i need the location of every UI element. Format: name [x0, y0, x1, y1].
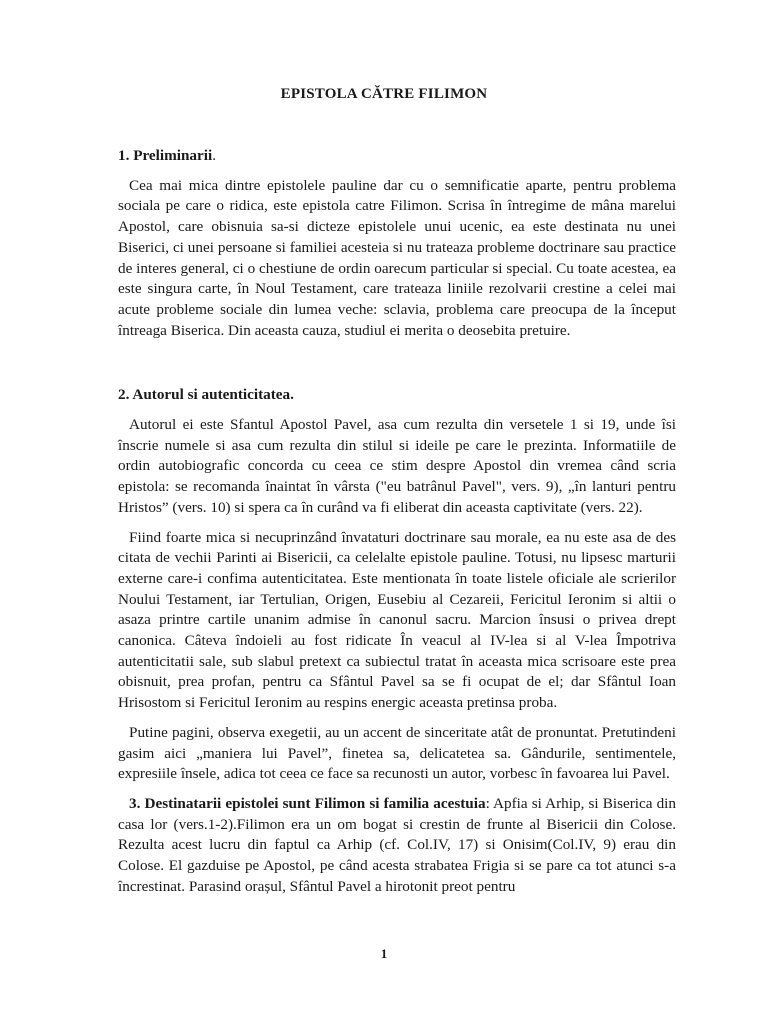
paragraph-destinatarii-text: : Apfia si Arhip, si Biserica din casa lor (vers.1-2).Filimon era un om bogat si crestin de frunte al Bisericii din Colose. Rezulta acest lucru din faptul ca Arhip (cf. Col.IV, 17) si Onisim(Col.IV, 9) erau din Colose. El gazduise pe Apostol, pe când acesta strabatea Frigia si se pare ca tot atunci s-a încrestinat. Parasind orașul, Sfântul Pavel a hirotonit preot pentru [118, 794, 676, 895]
section-lead-destinatarii: 3. Destinatarii epistolei sunt Filimon si familia acestuia [129, 794, 486, 812]
document-body [118, 146, 676, 898]
paragraph-preliminarii: Cea mai mica dintre epistolele pauline dar cu o semnificatie aparte, pentru problema sociala pe care o ridica, este epistola catre Filimon. Scrisa în întregime de mâna marelui Apostol, care obisnuia sa-si dicteze epistolele unui ucenic, ea este destinata nu unei Biserici, ci unei persoane si familiei acesteia si nu trateaza probleme doctrinare sau practice de interes general, ci o chestiune de ordin oarecum particular si special. Cu toate acestea, ea este singura carte, în Noul Testament, care trateaza liniile rezolvarii crestine a celei mai acute probleme sociale din lumea veche: sclavia, problema care preocupa de la început întreaga Biserica. Din aceasta cauza, studiul ei merita o deosebita pretuire. [118, 176, 676, 339]
paragraph-autorul-1: Autorul ei este Sfantul Apostol Pavel, asa cum rezulta din versetele 1 si 19, unde îsi înscrie numele si asa cum rezulta din stilul si ideile pe care le prezinta. Informatiile de ordin autobiografic concorda cu ceea ce stim despre Apostol din vremea când scria epistola: se recomanda înaintat în vârsta ("eu batrânul Pavel", vers. 9), „în lanturi pentru Hristos” (vers. 10) si spera ca în curând va fi eliberat din aceasta captivitate (vers. 22). [118, 416, 676, 516]
heading-punctuation: . [212, 147, 216, 164]
section-heading-autorul: 2. Autorul si autenticitatea. [118, 386, 294, 404]
paragraph-destinatarii [118, 794, 676, 898]
section-heading-preliminarii [118, 146, 676, 167]
paragraph-autorul-2: Fiind foarte mica si necuprinzând învataturi doctrinare sau morale, ea nu este asa de des citata de vechii Parinti ai Bisericii, ca celelalte epistole pauline. Totusi, nu lipsesc marturii externe care-i confima autenticitatea. Este mentionata în toate listele oficiale ale scrierilor Noului Testament, iar Tertulian, Origen, Eusebiu al Cezareii, Fericitul Ieronim si altii o asaza printre cartile unanim admise în canonul sacru. Marcion însusi o privea drept canonica. Câteva îndoieli au fost ridicate În veacul al IV-lea si al V-lea Împotriva autenticitatii sale, sub slabul pretext ca subiectul tratat în aceasta mica scrisoare este prea obisnuit, prea profan, pentru ca Sfântul Pavel sa se fi ocupat de el; dar Sfântul Ioan Hrisostom si Fericitul Ieronim au respins energic aceasta pretinsa proba. [118, 528, 676, 712]
document-title: EPISTOLA CĂTRE FILIMON [280, 86, 488, 102]
page-number: 1 [380, 946, 388, 961]
section-heading-text: 1. Preliminarii [118, 147, 213, 164]
paragraph-autorul-3: Putine pagini, observa exegetii, au un accent de sinceritate atât de pronuntat. Pretutindeni gasim aici „maniera lui Pavel”, finetea sa, delicatetea sa. Gândurile, sentimentele, expresiile însele, adica tot ceea ce face sa recunosti un autor, vorbesc în favoarea lui Pavel. [118, 723, 676, 783]
